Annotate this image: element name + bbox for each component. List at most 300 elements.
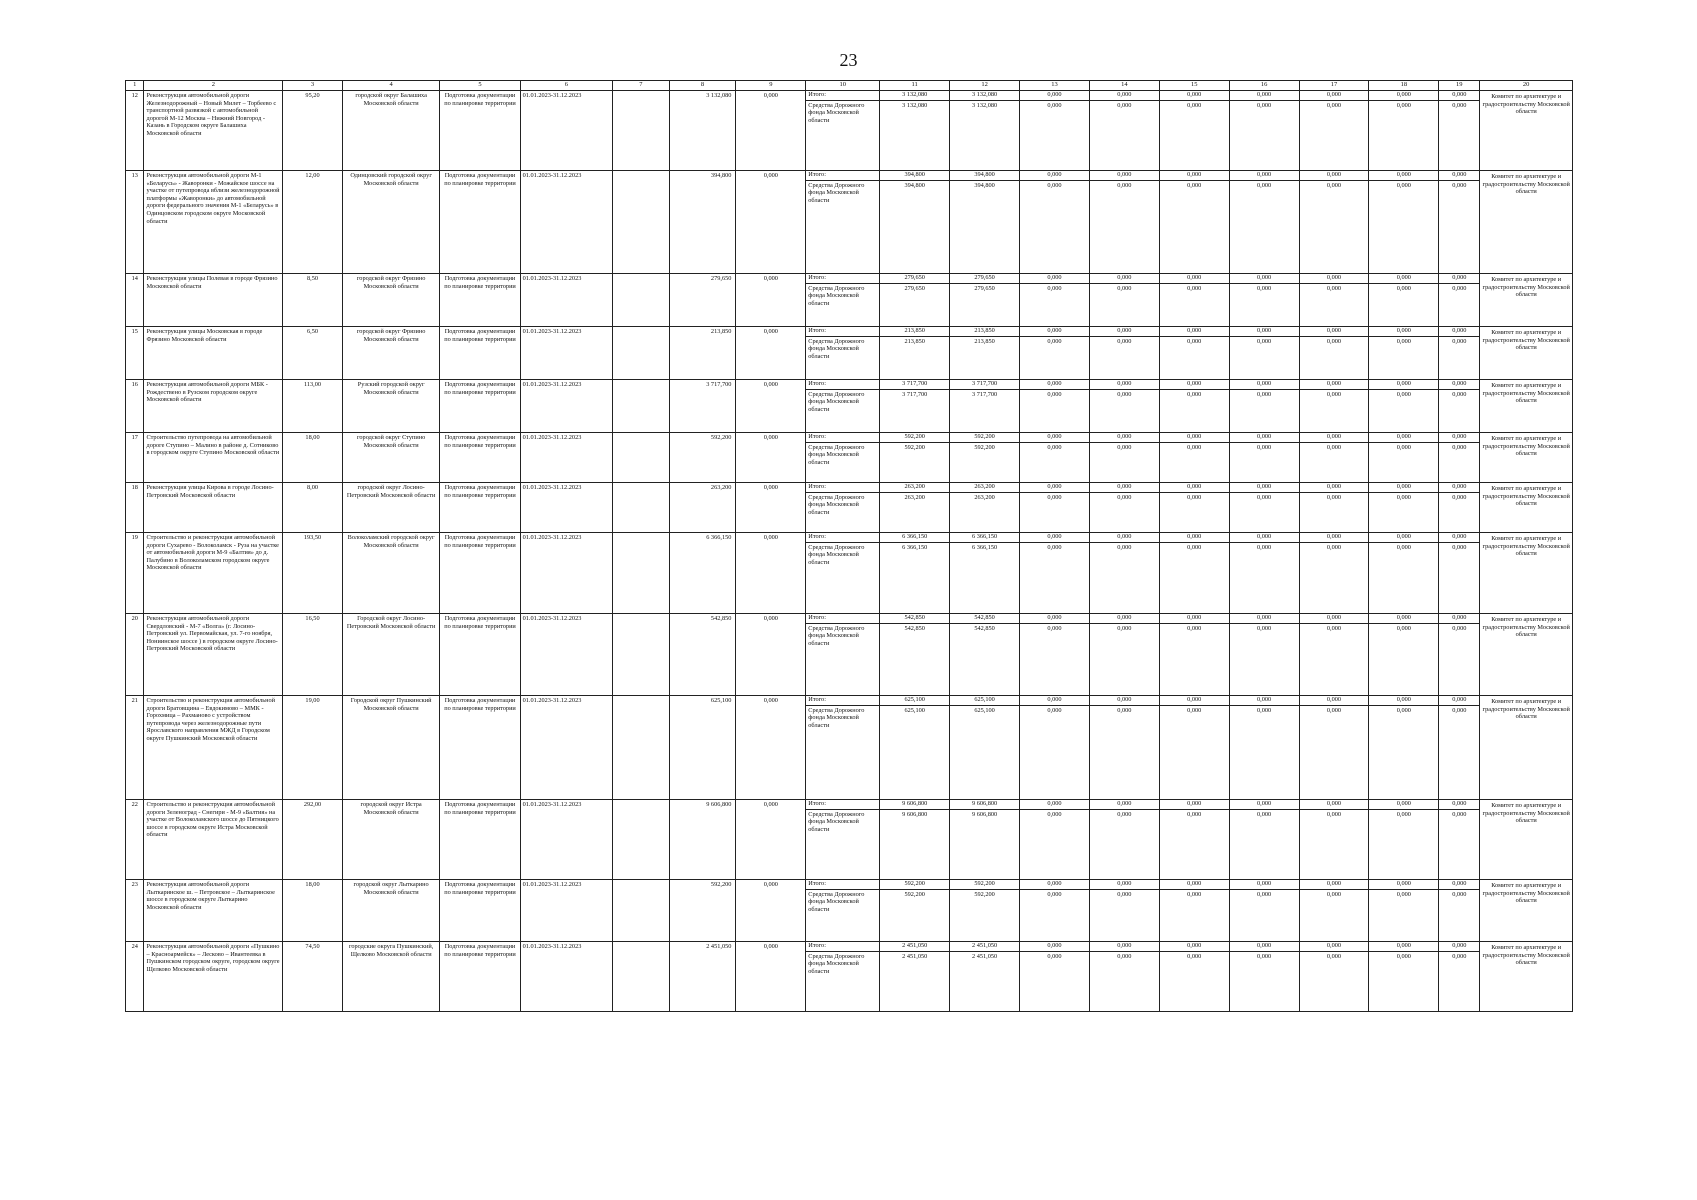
total-value: 0,000 [1369, 327, 1438, 337]
total-value: 0,000 [1090, 696, 1159, 706]
source-fund-label: Средства Дорожного фонда Московской области [808, 952, 865, 975]
total-value: 0,000 [1160, 614, 1229, 624]
fund-value: 0,000 [1117, 706, 1132, 714]
page-number: 23 [839, 50, 858, 70]
object-length: 113,00 [283, 380, 343, 433]
fund-value: 0,000 [1256, 181, 1272, 189]
total-value: 0,000 [1160, 433, 1229, 443]
funding-col14 [1089, 533, 1159, 614]
empty-cell [613, 696, 670, 800]
fund-value: 0,000 [1452, 890, 1467, 898]
funding-col18 [1369, 91, 1439, 171]
work-stage: Подготовка документации по планировке территории [440, 433, 520, 483]
fund-value: 0,000 [1326, 390, 1342, 398]
work-period: 01.01.2023-31.12.2023 [520, 880, 612, 942]
work-period: 01.01.2023-31.12.2023 [520, 614, 612, 696]
funding-col13 [1020, 91, 1090, 171]
fund-value: 0,000 [1326, 337, 1342, 345]
row-number: 22 [126, 800, 144, 880]
object-cost: 213,850 [669, 327, 736, 380]
funding-total-col11 [880, 533, 950, 614]
fund-value: 0,000 [1187, 706, 1202, 714]
funding-source [806, 880, 880, 942]
work-period: 01.01.2023-31.12.2023 [520, 91, 612, 171]
financed-amount: 0,000 [736, 433, 806, 483]
funding-col17 [1299, 696, 1369, 800]
fund-value: 592,200 [974, 443, 995, 451]
source-total-label: Итого: [806, 800, 879, 810]
column-header: 12 [950, 81, 1020, 91]
total-value: 0,000 [1230, 433, 1299, 443]
total-value: 263,200 [950, 483, 1019, 493]
object-name: Реконструкция улицы Полевая в городе Фрязино Московской области [144, 274, 283, 327]
fund-value: 0,000 [1047, 493, 1062, 501]
fund-value: 0,000 [1256, 493, 1272, 501]
total-value: 0,000 [1369, 91, 1438, 101]
funding-source [806, 274, 880, 327]
source-total-label: Итого: [806, 327, 879, 337]
total-value: 3 132,080 [950, 91, 1019, 101]
total-value: 0,000 [1090, 533, 1159, 543]
total-value: 0,000 [1230, 274, 1299, 284]
funding-col13 [1020, 171, 1090, 274]
financed-amount: 0,000 [736, 696, 806, 800]
work-stage: Подготовка документации по планировке территории [440, 880, 520, 942]
fund-value: 0,000 [1047, 443, 1062, 451]
funding-col15 [1159, 433, 1229, 483]
fund-value: 0,000 [1047, 810, 1062, 818]
source-fund-label: Средства Дорожного фонда Московской области [808, 181, 865, 204]
total-value: 0,000 [1300, 274, 1369, 284]
funding-2023-col12 [950, 380, 1020, 433]
municipality: городской округ Ступино Московской области [342, 433, 440, 483]
fund-value: 0,000 [1187, 390, 1202, 398]
responsible-executor: Комитет по архитектуре и градостроительству Московской области [1480, 614, 1573, 696]
fund-value: 0,000 [1187, 284, 1202, 292]
funding-col15 [1159, 91, 1229, 171]
row-number: 24 [126, 942, 144, 1012]
funding-col16 [1229, 171, 1299, 274]
funding-col19 [1439, 533, 1480, 614]
total-value: 0,000 [1230, 800, 1299, 810]
total-value: 0,000 [1090, 800, 1159, 810]
fund-value: 0,000 [1187, 443, 1202, 451]
fund-value: 0,000 [1187, 543, 1202, 551]
funding-2023-col12 [950, 171, 1020, 274]
object-length: 18,00 [283, 433, 343, 483]
total-value: 0,000 [1020, 483, 1089, 493]
responsible-executor: Комитет по архитектуре и градостроительству Московской области [1480, 274, 1573, 327]
total-value: 0,000 [1090, 91, 1159, 101]
funding-source [806, 696, 880, 800]
total-value: 2 451,050 [950, 942, 1019, 952]
fund-value: 0,000 [1326, 284, 1342, 292]
total-value: 0,000 [1160, 380, 1229, 390]
funding-col19 [1439, 171, 1480, 274]
funding-source [806, 171, 880, 274]
fund-value: 0,000 [1396, 706, 1411, 714]
source-fund-label: Средства Дорожного фонда Московской области [808, 284, 865, 307]
table-row [126, 533, 1573, 614]
fund-value: 0,000 [1396, 181, 1411, 189]
source-total-label: Итого: [806, 942, 879, 952]
table-row [126, 483, 1573, 533]
object-length: 95,20 [283, 91, 343, 171]
empty-cell [613, 533, 670, 614]
total-value: 213,850 [880, 327, 949, 337]
financed-amount: 0,000 [736, 327, 806, 380]
fund-value: 0,000 [1452, 181, 1467, 189]
table-row [126, 942, 1573, 1012]
fund-value: 0,000 [1452, 390, 1467, 398]
responsible-executor: Комитет по архитектуре и градостроительству Московской области [1480, 483, 1573, 533]
financed-amount: 0,000 [736, 614, 806, 696]
total-value: 213,850 [950, 327, 1019, 337]
work-stage: Подготовка документации по планировке территории [440, 274, 520, 327]
fund-value: 6 366,150 [902, 543, 928, 551]
empty-cell [613, 380, 670, 433]
object-cost: 394,800 [669, 171, 736, 274]
funding-col14 [1089, 880, 1159, 942]
total-value: 0,000 [1160, 274, 1229, 284]
object-cost: 2 451,050 [669, 942, 736, 1012]
total-value: 0,000 [1369, 800, 1438, 810]
fund-value: 0,000 [1047, 890, 1062, 898]
object-length: 8,50 [283, 274, 343, 327]
fund-value: 0,000 [1396, 810, 1411, 818]
total-value: 0,000 [1020, 880, 1089, 890]
total-value: 0,000 [1090, 483, 1159, 493]
work-stage: Подготовка документации по планировке территории [440, 171, 520, 274]
funding-col17 [1299, 533, 1369, 614]
financed-amount: 0,000 [736, 91, 806, 171]
work-stage: Подготовка документации по планировке территории [440, 91, 520, 171]
empty-cell [613, 433, 670, 483]
total-value: 0,000 [1369, 483, 1438, 493]
empty-cell [613, 800, 670, 880]
funding-col13 [1020, 614, 1090, 696]
column-header: 17 [1299, 81, 1369, 91]
municipality: Городской округ Лосино-Петровский Московской области [342, 614, 440, 696]
fund-value: 0,000 [1326, 952, 1342, 960]
funding-col19 [1439, 614, 1480, 696]
row-number: 15 [126, 327, 144, 380]
column-header: 15 [1159, 81, 1229, 91]
funding-col16 [1229, 483, 1299, 533]
funding-2023-col12 [950, 696, 1020, 800]
total-value: 0,000 [1090, 880, 1159, 890]
total-value: 0,000 [1300, 327, 1369, 337]
table-row [126, 800, 1573, 880]
total-value: 0,000 [1439, 533, 1479, 543]
funding-col17 [1299, 433, 1369, 483]
fund-value: 0,000 [1396, 390, 1411, 398]
fund-value: 625,100 [904, 706, 925, 714]
funding-col16 [1229, 274, 1299, 327]
fund-value: 0,000 [1256, 443, 1272, 451]
funding-col17 [1299, 880, 1369, 942]
funding-col18 [1369, 533, 1439, 614]
total-value: 0,000 [1090, 274, 1159, 284]
total-value: 0,000 [1369, 533, 1438, 543]
total-value: 0,000 [1369, 696, 1438, 706]
funding-col19 [1439, 696, 1480, 800]
funding-col19 [1439, 800, 1480, 880]
funding-2023-col12 [950, 880, 1020, 942]
fund-value: 0,000 [1396, 101, 1411, 109]
total-value: 0,000 [1090, 327, 1159, 337]
work-stage: Подготовка документации по планировке территории [440, 942, 520, 1012]
funding-col14 [1089, 614, 1159, 696]
fund-value: 279,650 [904, 284, 925, 292]
funding-source [806, 327, 880, 380]
total-value: 592,200 [950, 433, 1019, 443]
row-number: 13 [126, 171, 144, 274]
funding-col19 [1439, 327, 1480, 380]
total-value: 0,000 [1230, 696, 1299, 706]
funding-col16 [1229, 433, 1299, 483]
fund-value: 0,000 [1452, 493, 1467, 501]
total-value: 6 366,150 [950, 533, 1019, 543]
total-value: 0,000 [1090, 433, 1159, 443]
program-table [125, 80, 1573, 1012]
fund-value: 0,000 [1187, 624, 1202, 632]
fund-value: 0,000 [1326, 101, 1342, 109]
funding-col17 [1299, 171, 1369, 274]
object-length: 19,00 [283, 696, 343, 800]
total-value: 0,000 [1160, 327, 1229, 337]
funding-source [806, 533, 880, 614]
column-header: 18 [1369, 81, 1439, 91]
funding-col18 [1369, 380, 1439, 433]
column-header: 7 [613, 81, 670, 91]
table-row [126, 433, 1573, 483]
header-row [126, 81, 1573, 91]
total-value: 0,000 [1230, 942, 1299, 952]
row-number: 14 [126, 274, 144, 327]
fund-value: 0,000 [1396, 443, 1411, 451]
funding-col18 [1369, 800, 1439, 880]
funding-2023-col12 [950, 533, 1020, 614]
column-header: 19 [1439, 81, 1480, 91]
fund-value: 0,000 [1117, 101, 1132, 109]
funding-2023-col12 [950, 942, 1020, 1012]
total-value: 0,000 [1090, 942, 1159, 952]
funding-col17 [1299, 91, 1369, 171]
fund-value: 0,000 [1326, 810, 1342, 818]
total-value: 0,000 [1369, 880, 1438, 890]
total-value: 0,000 [1300, 483, 1369, 493]
total-value: 0,000 [1300, 533, 1369, 543]
source-total-label: Итого: [806, 483, 879, 493]
fund-value: 0,000 [1117, 390, 1132, 398]
total-value: 0,000 [1020, 942, 1089, 952]
total-value: 0,000 [1369, 380, 1438, 390]
fund-value: 0,000 [1256, 890, 1272, 898]
funding-col13 [1020, 800, 1090, 880]
object-cost: 542,850 [669, 614, 736, 696]
total-value: 279,650 [880, 274, 949, 284]
total-value: 0,000 [1160, 483, 1229, 493]
funding-col14 [1089, 274, 1159, 327]
municipality: городской округ Лыткарино Московской области [342, 880, 440, 942]
total-value: 592,200 [880, 433, 949, 443]
table-row [126, 380, 1573, 433]
total-value: 0,000 [1369, 614, 1438, 624]
responsible-executor: Комитет по архитектуре и градостроительству Московской области [1480, 380, 1573, 433]
funding-col19 [1439, 91, 1480, 171]
row-number: 17 [126, 433, 144, 483]
total-value: 0,000 [1020, 800, 1089, 810]
fund-value: 592,200 [904, 443, 925, 451]
total-value: 0,000 [1300, 880, 1369, 890]
funding-col18 [1369, 614, 1439, 696]
fund-value: 0,000 [1396, 493, 1411, 501]
fund-value: 0,000 [1047, 181, 1062, 189]
total-value: 0,000 [1300, 696, 1369, 706]
responsible-executor: Комитет по архитектуре и градостроительству Московской области [1480, 91, 1573, 171]
fund-value: 0,000 [1187, 181, 1202, 189]
funding-total-col11 [880, 614, 950, 696]
fund-value: 0,000 [1047, 706, 1062, 714]
work-stage: Подготовка документации по планировке территории [440, 614, 520, 696]
funding-col19 [1439, 380, 1480, 433]
fund-value: 0,000 [1047, 101, 1062, 109]
total-value: 0,000 [1230, 880, 1299, 890]
fund-value: 0,000 [1396, 624, 1411, 632]
fund-value: 0,000 [1326, 890, 1342, 898]
fund-value: 263,200 [974, 493, 995, 501]
funding-source [806, 91, 880, 171]
work-period: 01.01.2023-31.12.2023 [520, 274, 612, 327]
work-period: 01.01.2023-31.12.2023 [520, 942, 612, 1012]
funding-col19 [1439, 483, 1480, 533]
funding-col18 [1369, 942, 1439, 1012]
fund-value: 0,000 [1256, 390, 1272, 398]
fund-value: 0,000 [1117, 890, 1132, 898]
total-value: 625,100 [950, 696, 1019, 706]
total-value: 0,000 [1020, 533, 1089, 543]
column-header: 8 [669, 81, 736, 91]
fund-value: 0,000 [1326, 493, 1342, 501]
funding-2023-col12 [950, 433, 1020, 483]
responsible-executor: Комитет по архитектуре и градостроительству Московской области [1480, 433, 1573, 483]
funding-col15 [1159, 533, 1229, 614]
fund-value: 2 451,050 [902, 952, 928, 960]
total-value: 0,000 [1300, 91, 1369, 101]
table-row [126, 880, 1573, 942]
fund-value: 0,000 [1326, 543, 1342, 551]
work-period: 01.01.2023-31.12.2023 [520, 483, 612, 533]
funding-col13 [1020, 880, 1090, 942]
object-name: Реконструкция автомобильной дороги МБК - Рождествено в Рузском городском округе Московской области [144, 380, 283, 433]
total-value: 0,000 [1230, 327, 1299, 337]
funding-source [806, 483, 880, 533]
fund-value: 0,000 [1256, 101, 1272, 109]
municipality: Одинцовский городской округ Московской области [342, 171, 440, 274]
funding-col14 [1089, 483, 1159, 533]
work-period: 01.01.2023-31.12.2023 [520, 171, 612, 274]
total-value: 0,000 [1300, 380, 1369, 390]
object-length: 292,00 [283, 800, 343, 880]
total-value: 0,000 [1230, 483, 1299, 493]
funding-col16 [1229, 380, 1299, 433]
funding-2023-col12 [950, 614, 1020, 696]
table-row [126, 91, 1573, 171]
row-number: 21 [126, 696, 144, 800]
fund-value: 394,800 [904, 181, 925, 189]
funding-col18 [1369, 880, 1439, 942]
financed-amount: 0,000 [736, 171, 806, 274]
total-value: 0,000 [1020, 91, 1089, 101]
total-value: 0,000 [1439, 380, 1479, 390]
object-cost: 3 132,080 [669, 91, 736, 171]
column-header: 9 [736, 81, 806, 91]
total-value: 3 717,700 [880, 380, 949, 390]
total-value: 3 717,700 [950, 380, 1019, 390]
column-header: 20 [1480, 81, 1573, 91]
total-value: 0,000 [1300, 942, 1369, 952]
object-name: Строительство путепровода на автомобильной дороге Ступино – Малино в районе д. Сотниково в городском округе Ступино Московской области [144, 433, 283, 483]
object-name: Реконструкция автомобильной дороги Железнодорожный – Новый Милет – Торбеево с транспортной развязкой с автомобильной дорогой М-12 Москва – Нижний Новгород - Казань в Городском округе Балашиха Московской области [144, 91, 283, 171]
funding-total-col11 [880, 433, 950, 483]
funding-col17 [1299, 483, 1369, 533]
funding-source [806, 800, 880, 880]
fund-value: 9 606,800 [971, 810, 998, 818]
object-name: Реконструкция улицы Московская в городе Фрязино Московской области [144, 327, 283, 380]
total-value: 0,000 [1020, 614, 1089, 624]
funding-col17 [1299, 327, 1369, 380]
funding-col18 [1369, 171, 1439, 274]
fund-value: 0,000 [1452, 543, 1467, 551]
funding-col13 [1020, 483, 1090, 533]
source-fund-label: Средства Дорожного фонда Московской области [808, 443, 865, 466]
total-value: 0,000 [1369, 274, 1438, 284]
source-total-label: Итого: [806, 880, 879, 890]
funding-col18 [1369, 433, 1439, 483]
object-name: Строительство и реконструкция автомобильной дороги Сухарево - Волоколамск - Руза на участке от автомобильной дороги М-9 «Балтия» до д. Палубино в Волоколамском городском округе Московской области [144, 533, 283, 614]
source-total-label: Итого: [806, 533, 879, 543]
object-length: 18,00 [283, 880, 343, 942]
total-value: 0,000 [1160, 171, 1229, 181]
funding-col13 [1020, 274, 1090, 327]
responsible-executor: Комитет по архитектуре и градостроительству Московской области [1480, 327, 1573, 380]
funding-col18 [1369, 327, 1439, 380]
source-fund-label: Средства Дорожного фонда Московской области [808, 493, 865, 516]
fund-value: 0,000 [1117, 284, 1132, 292]
total-value: 0,000 [1439, 614, 1479, 624]
table-row [126, 171, 1573, 274]
funding-col16 [1229, 533, 1299, 614]
funding-col16 [1229, 696, 1299, 800]
funding-col14 [1089, 433, 1159, 483]
source-fund-label: Средства Дорожного фонда Московской области [808, 390, 865, 413]
municipality: Городской округ Пушкинский Московской области [342, 696, 440, 800]
funding-source [806, 433, 880, 483]
municipality: городской округ Фрязино Московской области [342, 274, 440, 327]
municipality: городской округ Лосино-Петровский Московской области [342, 483, 440, 533]
total-value: 0,000 [1439, 880, 1479, 890]
object-length: 6,50 [283, 327, 343, 380]
column-header: 13 [1020, 81, 1090, 91]
work-period: 01.01.2023-31.12.2023 [520, 327, 612, 380]
total-value: 0,000 [1020, 696, 1089, 706]
total-value: 0,000 [1160, 800, 1229, 810]
object-name: Реконструкция автомобильной дороги «Пушкино – Красноармейск» – Лесково – Ивантеевка в Пушкинском городском округе, городском округе Щелково Московской области [144, 942, 283, 1012]
fund-value: 0,000 [1117, 493, 1132, 501]
table-row [126, 696, 1573, 800]
funding-col15 [1159, 327, 1229, 380]
